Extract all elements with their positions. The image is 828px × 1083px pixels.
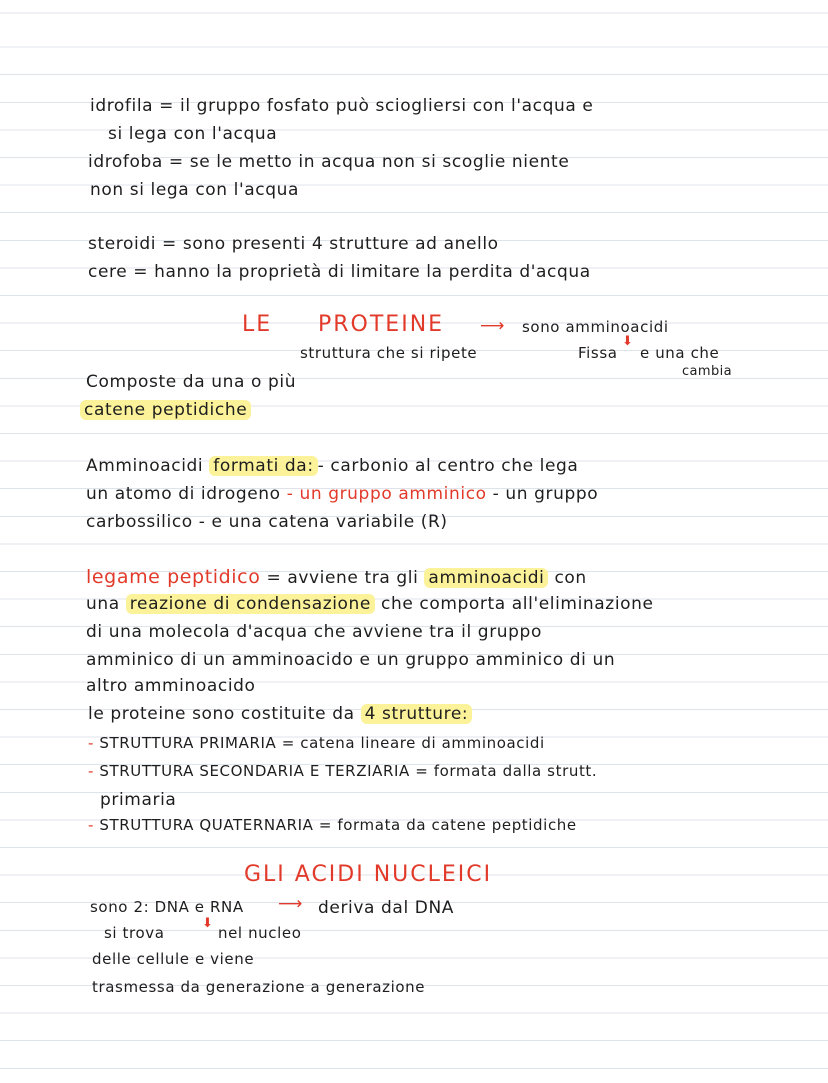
line-idrofila: idrofila = il gruppo fosfato può sciogliersi con l'acqua e xyxy=(90,96,594,116)
amm-word: Amminoacidi xyxy=(86,456,204,476)
highlight-amminoacidi: amminoacidi xyxy=(424,568,548,588)
leg-una: una xyxy=(86,594,120,614)
amm-dash-1: - un gruppo amminico xyxy=(286,484,487,504)
line-composte: Composte da una o più xyxy=(86,372,297,392)
line-si-trova: si trova xyxy=(104,924,165,942)
dash-2: - xyxy=(88,762,95,780)
heading-proteine: PROTEINE xyxy=(318,312,445,337)
line-leg-2 xyxy=(86,594,654,614)
amm-catena: - e una catena variabile (R) xyxy=(198,512,448,532)
line-steroidi: steroidi = sono presenti 4 strutture ad anello xyxy=(88,234,499,254)
line-sono-2: sono 2: DNA e RNA xyxy=(90,898,244,916)
note-fissa: Fissa xyxy=(578,344,618,362)
s2-text: STRUTTURA SECONDARIA E TERZIARIA = formata dalla strutt. xyxy=(99,762,598,780)
note-nel-nucleo: nel nucleo xyxy=(218,924,302,942)
line-idrofila-cont: si lega con l'acqua xyxy=(108,124,278,144)
amm-carbonio: - carbonio al centro che lega xyxy=(317,456,579,476)
line-idrofoba: idrofoba = se le metto in acqua non si scoglie niente xyxy=(88,152,570,172)
line-struttura-primaria xyxy=(88,734,545,752)
heading-acidi-nucleici: GLI ACIDI NUCLEICI xyxy=(244,862,493,887)
line-amminoacidi xyxy=(86,456,578,476)
line-leg-4: amminico di un amminoacido e un gruppo amminico di un xyxy=(86,650,616,670)
leg-avviene: = avviene tra gli xyxy=(266,568,419,588)
arrow-down-icon: ⬇ xyxy=(622,334,633,349)
note-deriva: deriva dal DNA xyxy=(318,898,455,918)
line-primaria: primaria xyxy=(100,790,177,810)
dash-1: - xyxy=(88,734,95,752)
dash-3: - xyxy=(88,816,95,834)
line-leg-5: altro amminoacido xyxy=(86,676,256,696)
highlight-4-strutture: 4 strutture: xyxy=(361,704,473,724)
arrow-down-icon: ⬇ xyxy=(202,916,213,931)
amm-idrogeno: un atomo di idrogeno xyxy=(86,484,281,504)
note-cambia: cambia xyxy=(682,364,733,379)
arrow-right-icon: ⟶ xyxy=(480,316,505,336)
highlight-reazione: reazione di condensazione xyxy=(126,594,375,614)
amm-carbossilico: carbossilico xyxy=(86,512,193,532)
line-amm-3 xyxy=(86,512,448,532)
term-legame-peptidico: legame peptidico xyxy=(86,566,261,588)
s3-text: STRUTTURA QUATERNARIA = formata da catene peptidiche xyxy=(99,816,577,834)
line-idrofoba-cont: non si lega con l'acqua xyxy=(90,180,300,200)
arrow-right-icon: ⟶ xyxy=(278,894,303,914)
line-strutture xyxy=(88,704,472,724)
line-catene xyxy=(80,400,251,420)
line-amm-2 xyxy=(86,484,598,504)
line-struttura-quaternaria xyxy=(88,816,577,834)
leg-comporta: che comporta all'eliminazione xyxy=(381,594,654,614)
s1-text: STRUTTURA PRIMARIA = catena lineare di amminoacidi xyxy=(99,734,545,752)
line-delle-cellule: delle cellule e viene xyxy=(92,950,255,968)
amm-gruppo: - un gruppo xyxy=(492,484,599,504)
line-legame xyxy=(86,566,587,588)
line-trasmessa: trasmessa da generazione a generazione xyxy=(92,978,426,996)
highlight-catene: catene peptidiche xyxy=(80,400,251,420)
line-struttura-secondaria xyxy=(88,762,597,780)
leg-con: con xyxy=(554,568,587,588)
line-cere: cere = hanno la proprietà di limitare la perdita d'acqua xyxy=(88,262,591,282)
note-sono-amminoacidi: sono amminoacidi xyxy=(522,318,669,336)
line-leg-3: di una molecola d'acqua che avviene tra il gruppo xyxy=(86,622,542,642)
note-struttura: struttura che si ripete xyxy=(300,344,478,362)
str-intro: le proteine sono costituite da xyxy=(88,704,355,724)
note-e-una-che: e una che xyxy=(640,344,720,362)
heading-le: LE xyxy=(242,312,273,337)
highlight-formati: formati da: xyxy=(209,456,317,476)
